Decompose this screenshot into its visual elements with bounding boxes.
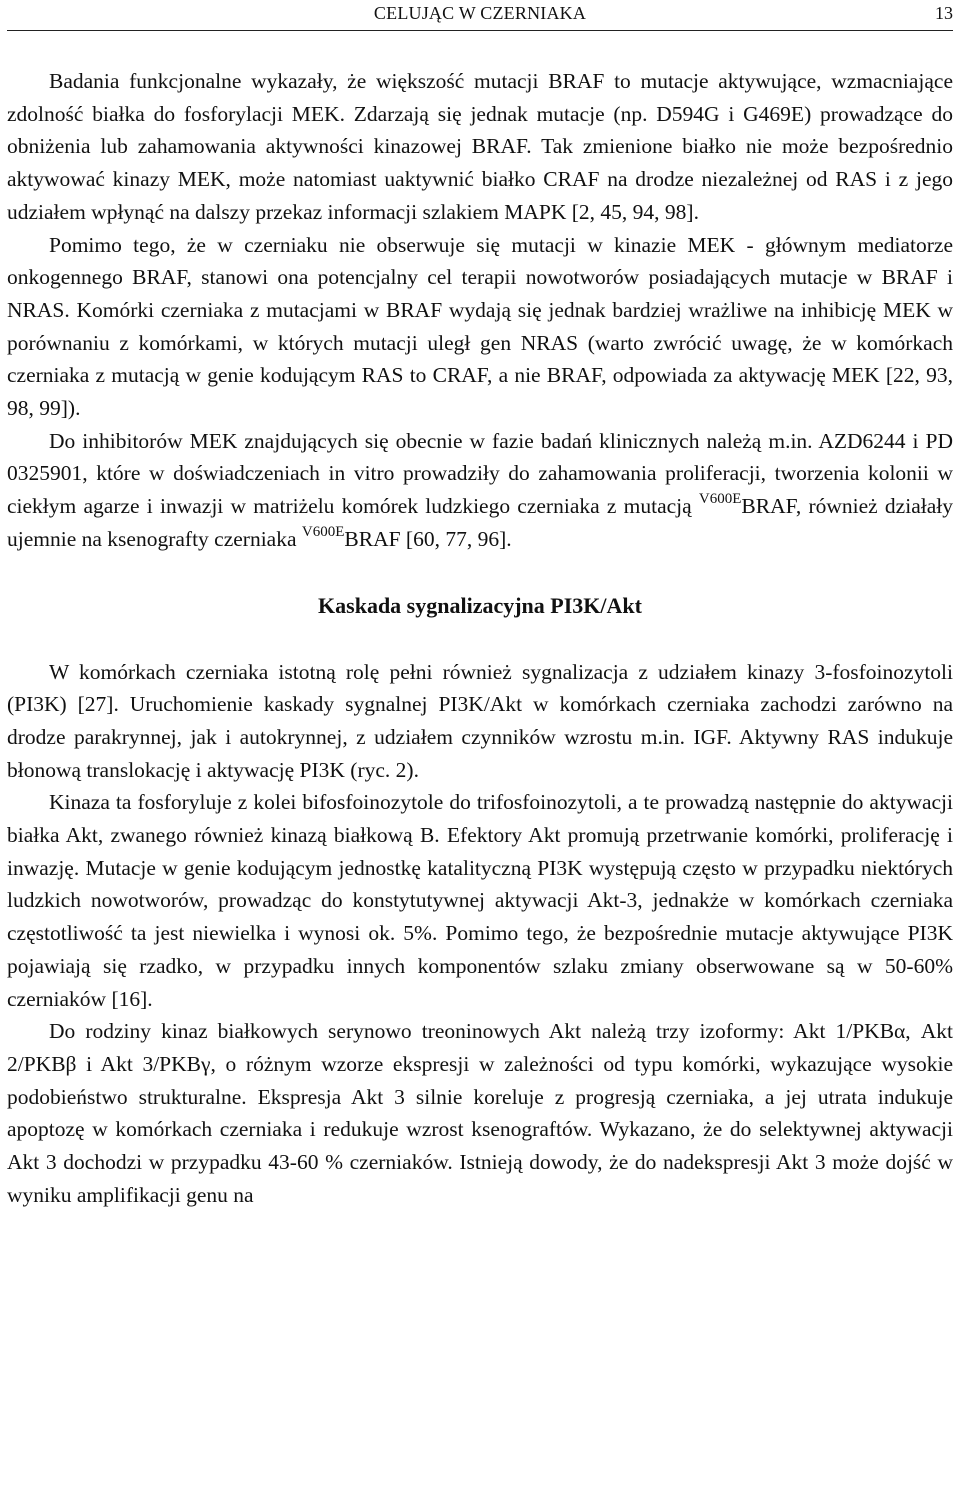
superscript-v600e: V600E (698, 491, 742, 508)
text-run: BRAF [60, 77, 96]. (344, 526, 512, 551)
paragraph-mek-target: Pomimo tego, że w czerniaku nie obserwuje się mutacji w kinazie MEK - głównym mediatorze onkogennego BRAF, stanowi ona potencjalny cel terapii nowotworów posiadających mutacje w BRAF i NRAS. Komórki czerniaka z mutacjami w BRAF wydają się jednak bardziej wrażliwe na inhibicję MEK w porównaniu z komórkami, w których mutacji uległ gen NRAS (warto zwrócić uwagę, że w komórkach czerniaka z mutacją w genie kodującym RAS to CRAF, a nie BRAF, odpowiada za aktywację MEK [22, 93, 98, 99]). (7, 232, 953, 421)
section-pi3k-akt (7, 656, 953, 1212)
running-header (7, 0, 953, 31)
paragraph-mek-inhibitors (7, 425, 953, 556)
page-number: 13 (935, 3, 953, 23)
paragraph-pi3k-signalling: W komórkach czerniaka istotną rolę pełni również sygnalizacja z udziałem kinazy 3-fosfoinozytoli (PI3K) [27]. Uruchomienie kaskady sygnalnej PI3K/Akt w komórkach czerniaka zachodzi zarówno na drodze parakrynnej, jak i autokrynnej, z udziałem czynników wzrostu m.in. IGF. Aktywny RAS indukuje błonową translokację i aktywację PI3K (ryc. 2). (7, 659, 953, 782)
document-page (7, 0, 953, 1494)
text-run: BRAF, również działały ujemnie na ksenografty czerniaka (7, 494, 953, 551)
body-text (7, 65, 953, 1212)
running-title: CELUJĄC W CZERNIAKA (373, 3, 587, 23)
superscript-v600e: V600E (301, 523, 345, 540)
paragraph-akt-isoforms: Do rodziny kinaz białkowych serynowo treoninowych Akt należą trzy izoformy: Akt 1/PKBα, Akt 2/PKBβ i Akt 3/PKBγ, o różnym wzorze ekspresji w zależności od typu komórki, wykazujące wysokie podobieństwo strukturalne. Ekspresja Akt 3 silnie koreluje z progresją czerniaka, a jej utrata indukuje apoptozę w komórkach czerniaka i redukuje wzrost ksenograftów. Wykazano, że do selektywnej aktywacji Akt 3 dochodzi w przypadku 43-60 % czerniaków. Istnieją dowody, że do nadekspresji Akt 3 może dojść w wyniku amplifikacji genu na (7, 1019, 953, 1207)
text-run: Do inhibitorów MEK znajdujących się obecnie w fazie badań klinicznych należą m.in. AZD6244 i PD 0325901, które w doświadczeniach in vitro prowadziły do zahamowania proliferacji, tworzenia kolonii w ciekłym agarze i inwazji w matriżelu komórek ludzkiego czerniaka z mutacją (7, 428, 953, 519)
section-heading: Kaskada sygnalizacyjna PI3K/Akt (318, 592, 642, 618)
paragraph-braf-mutations: Badania funkcjonalne wykazały, że większość mutacji BRAF to mutacje aktywujące, wzmacniające zdolność białka do fosforylacji MEK. Zdarzają się jednak mutacje (np. D594G i G469E) prowadzące do obniżenia lub zahamowania aktywności kinazowej BRAF. Tak zmienione białko nie może bezpośrednio aktywować kinazy MEK, może natomiast uaktywnić białko CRAF na drodze niezależnej od RAS i z jego udziałem wpłynąć na dalszy przekaz informacji szlakiem MAPK [2, 45, 94, 98]. (7, 69, 953, 224)
paragraph-akt-activation: Kinaza ta fosforyluje z kolei bifosfoinozytole do trifosfoinozytoli, a te prowadzą następnie do aktywacji białka Akt, zwanego również kinazą białkową B. Efektory Akt promują przetrwanie komórki, proliferację i inwazję. Mutacje w genie kodującym jednostkę katalityczną PI3K występują często w przypadku niektórych ludzkich nowotworów, prowadząc do konstytutywnej aktywacji Akt-3, jednakże w komórkach czerniaka częstotliwość ta jest niewielka i wynosi ok. 5%. Pomimo tego, że bezpośrednie mutacje aktywujące PI3K pojawiają się rzadko, w przypadku innych komponentów szlaku zmiany obserwowane są w 50-60% czerniaków [16]. (7, 790, 953, 1011)
